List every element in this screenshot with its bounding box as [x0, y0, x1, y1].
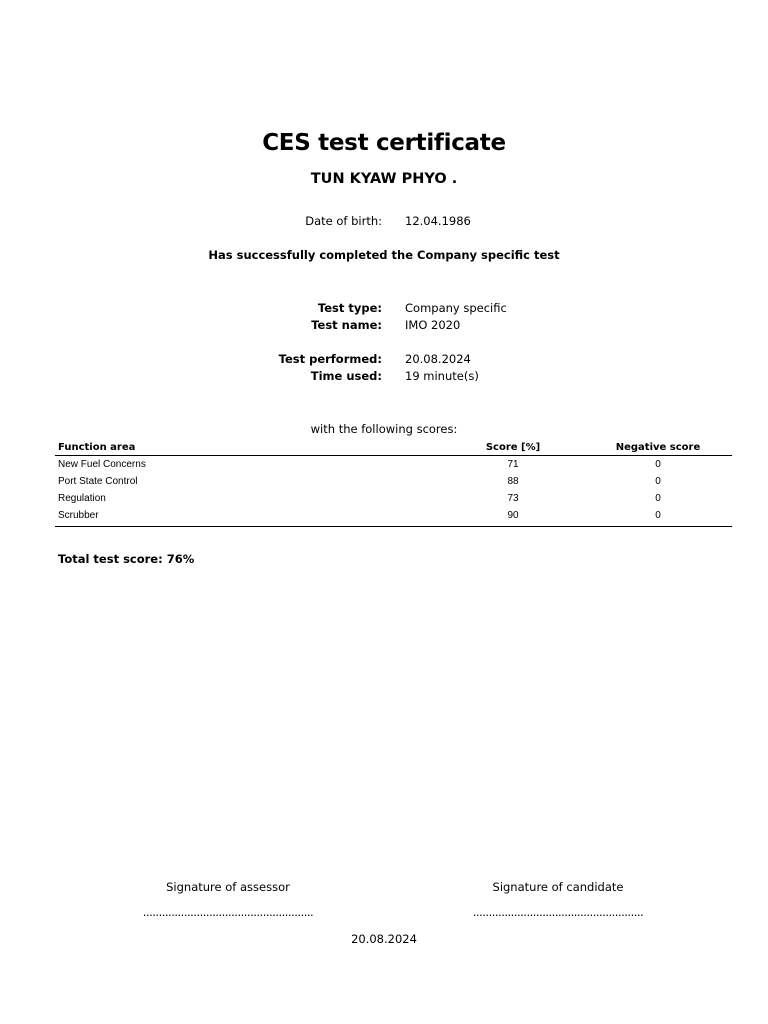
row-score: 90 — [507, 510, 519, 521]
header-negative-score: Negative score — [615, 442, 701, 453]
table-row — [55, 507, 732, 524]
row-function-area: Port State Control — [58, 476, 138, 487]
header-function-area: Function area — [58, 442, 136, 453]
table-row — [55, 456, 732, 473]
completion-statement: Has successfully completed the Company specific test — [208, 248, 560, 262]
test-name-label: Test name: — [311, 318, 382, 332]
dob-value: 12.04.1986 — [405, 214, 471, 228]
test-type-value: Company specific — [405, 301, 507, 315]
test-name-value: IMO 2020 — [405, 318, 461, 332]
row-function-area: New Fuel Concerns — [58, 459, 146, 470]
time-used-label: Time used: — [310, 369, 382, 383]
test-performed-label: Test performed: — [278, 352, 382, 366]
row-negative-score: 0 — [655, 476, 661, 487]
dob-label: Date of birth: — [305, 214, 382, 228]
certificate-title: CES test certificate — [262, 130, 506, 156]
total-score-label: Total test score: — [58, 552, 163, 566]
scores-table-header — [55, 439, 732, 456]
row-score: 73 — [507, 493, 519, 504]
table-bottom-rule — [55, 526, 732, 527]
test-performed-value: 20.08.2024 — [405, 352, 471, 366]
signature-date: 20.08.2024 — [351, 932, 417, 946]
table-row — [55, 490, 732, 507]
row-score: 71 — [507, 459, 519, 470]
row-negative-score: 0 — [655, 493, 661, 504]
row-negative-score: 0 — [655, 459, 661, 470]
row-negative-score: 0 — [655, 510, 661, 521]
candidate-signature-label: Signature of candidate — [492, 880, 624, 894]
assessor-signature-line: ...................................................... — [142, 905, 314, 919]
assessor-signature-label: Signature of assessor — [166, 880, 290, 894]
row-function-area: Scrubber — [58, 510, 99, 521]
total-score — [58, 552, 194, 566]
row-score: 88 — [507, 476, 519, 487]
scores-table — [55, 439, 732, 527]
row-function-area: Regulation — [58, 493, 106, 504]
candidate-name: TUN KYAW PHYO . — [310, 171, 458, 187]
table-row — [55, 473, 732, 490]
time-used-value: 19 minute(s) — [405, 369, 479, 383]
candidate-signature-line: ...................................................... — [472, 905, 644, 919]
total-score-value: 76% — [166, 552, 195, 566]
test-type-label: Test type: — [317, 301, 382, 315]
scores-intro: with the following scores: — [310, 422, 458, 436]
header-score: Score [%] — [485, 442, 541, 453]
